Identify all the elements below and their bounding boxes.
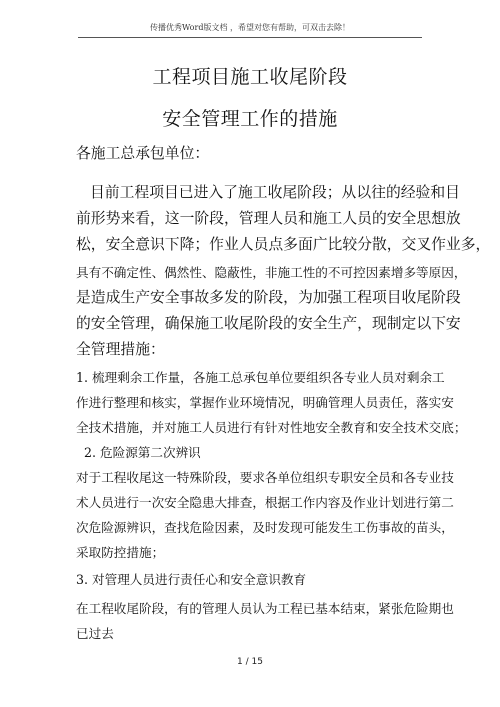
header-note: 传播优秀Word版文档 ，希望对您有帮助，可双击去除！ xyxy=(150,23,350,32)
list-item-3-line: 已过去 xyxy=(76,626,114,641)
paragraph-line: 全管理措施： xyxy=(76,341,165,358)
salutation: 各施工总承包单位： xyxy=(76,145,210,162)
document-title-line1: 工程项目施工收尾阶段 xyxy=(152,66,348,88)
paragraph-line: 目前工程项目已进入了施工收尾阶段；从以往的经验和目 xyxy=(90,184,460,201)
list-item-1-line: 全技术措施，并对施工人员进行有针对性地安全教育和安全技术交底； xyxy=(76,420,467,435)
paragraph-line: 是造成生产安全事故多发的阶段，为加强工程项目收尾阶段 xyxy=(76,289,461,306)
page-number: 1 / 15 xyxy=(237,657,263,667)
list-item-2-line: 采取防控措施； xyxy=(76,545,165,560)
paragraph-line: 前形势来看，这一阶段，管理人员和施工人员的安全思想放 xyxy=(76,210,461,227)
list-item-3-heading: 3. 对管理人员进行责任心和安全意识教育 xyxy=(76,572,307,587)
header-divider xyxy=(78,37,422,38)
paragraph-line: 具有不确定性、偶然性、隐蔽性，非施工性的不可控因素增多等原因， xyxy=(76,265,467,280)
paragraph-line: 的安全管理，确保施工收尾阶段的安全生产，现制定以下安 xyxy=(76,315,461,332)
list-item-2-line: 对于工程收尾这一特殊阶段，要求各单位组织专职安全员和各专业技 xyxy=(76,470,454,485)
list-item-2-line: 术人员进行一次安全隐患大排查，根据工作内容及作业计划进行第二 xyxy=(76,495,454,510)
list-item-2-line: 次危险源辨识，查找危险因素，及时发现可能发生工伤事故的苗头， xyxy=(76,520,454,535)
list-item-1-line: 作进行整理和核实，掌握作业环境情况，明确管理人员责任，落实安 xyxy=(76,395,454,410)
list-item-1-line: 1. 梳理剩余工作量，各施工总承包单位要组织各专业人员对剩余工 xyxy=(76,370,445,385)
list-item-2-heading: 2. 危险源第二次辨识 xyxy=(84,445,201,460)
paragraph-line: 松，安全意识下降；作业人员点多面广比较分散，交叉作业多， xyxy=(76,236,491,253)
list-item-3-line: 在工程收尾阶段，有的管理人员认为工程已基本结束，紧张危险期也 xyxy=(76,601,454,616)
document-title-line2: 安全管理工作的措施 xyxy=(162,108,338,130)
